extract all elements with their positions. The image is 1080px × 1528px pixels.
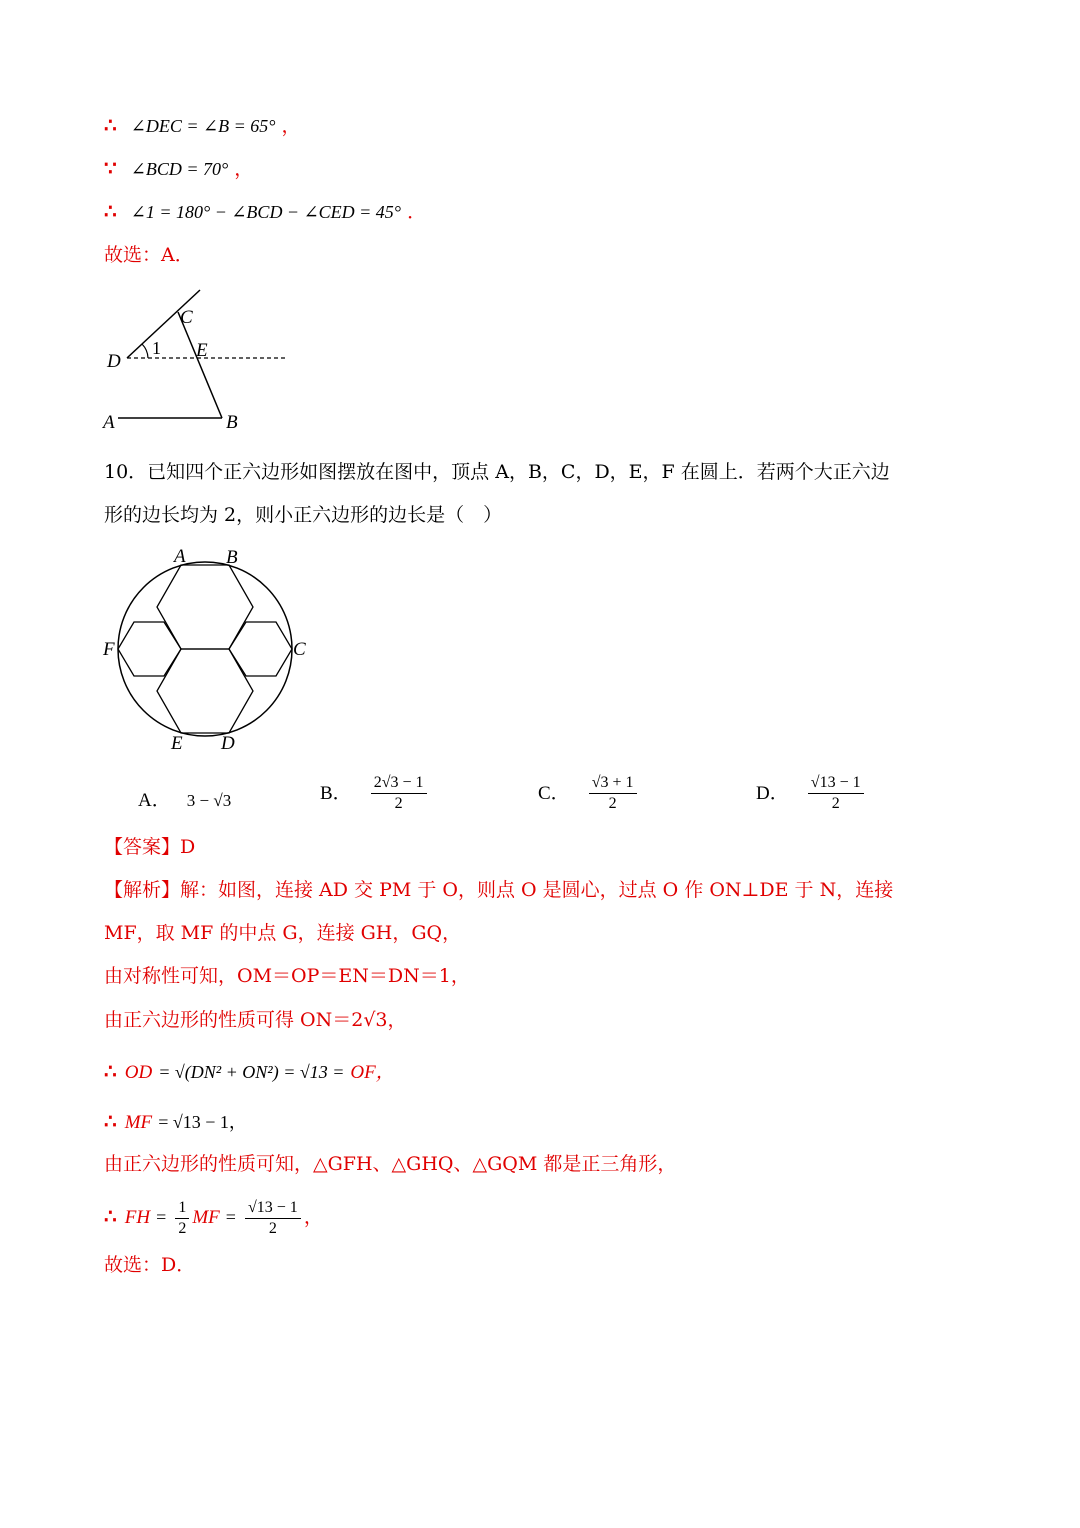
rhs: OF， (350, 1062, 395, 1083)
question-line-2: 形的边长均为 2，则小正六边形的边长是（ ） (104, 504, 503, 526)
option-b-fraction (371, 773, 427, 814)
punctuation: ， (303, 1206, 323, 1228)
large-hexagon-top (157, 565, 253, 649)
numerator: √13 − 1 (245, 1198, 301, 1219)
answer-value: D (180, 836, 196, 858)
result-fraction (245, 1198, 301, 1239)
label-e: E (171, 733, 183, 754)
analysis-line-1 (104, 877, 893, 903)
label-b: B (226, 547, 238, 568)
answer-tag: 【答案】 (104, 836, 181, 858)
denominator: 2 (394, 795, 403, 812)
denominator: 2 (178, 1219, 187, 1237)
option-b[interactable] (320, 773, 430, 814)
previous-choice: 故选：A． (104, 244, 194, 266)
equation: = √(DN² + ON²) = √13 = (158, 1062, 345, 1082)
option-b-label: B． (320, 782, 352, 804)
analysis-line-7: 由正六边形的性质可知，△GFH、△GHQ、△GQM 都是正三角形， (104, 1153, 677, 1175)
large-hexagon-bottom (157, 649, 253, 733)
question-line-1: 10．已知四个正六边形如图摆放在图中，顶点 A，B，C，D，E，F 在圆上．若两个大正六边 (104, 461, 890, 483)
lhs: MF (124, 1112, 153, 1133)
punctuation: ， (281, 115, 301, 137)
small-hexagon-left (118, 622, 181, 676)
option-d-fraction (808, 773, 864, 814)
option-c-label: C． (538, 782, 570, 804)
numerator: 1 (175, 1198, 189, 1219)
label-a: A (103, 412, 115, 433)
angle-arc (142, 344, 148, 358)
option-a-label: A． (138, 790, 171, 811)
label-d: D (107, 351, 121, 372)
label-c: C (293, 639, 306, 660)
because-symbol: ∵ (104, 156, 117, 180)
option-d[interactable] (756, 773, 867, 814)
analysis-text: 解：如图，连接 AD 交 PM 于 O，则点 O 是圆心，过点 O 作 ON⊥DE 于 N，连接 (180, 879, 894, 901)
label-d: D (221, 733, 235, 754)
equation: ∠DEC = ∠B = 65° (130, 116, 276, 136)
label-c: C (180, 307, 193, 328)
angle-figure (100, 285, 300, 435)
half-fraction (175, 1198, 189, 1239)
analysis-line-4: 由正六边形的性质可得 ON＝2√3， (104, 1009, 407, 1031)
therefore-symbol: ∴ (104, 199, 117, 223)
equation: ∠1 = 180° − ∠BCD − ∠CED = 45° (130, 202, 402, 222)
label-e: E (196, 340, 208, 361)
hexagon-circle-figure (100, 543, 320, 755)
mf-term: MF (192, 1207, 220, 1228)
label-angle-1: 1 (152, 338, 161, 358)
solution-line-1 (104, 112, 301, 139)
therefore-symbol: ∴ (104, 1109, 117, 1133)
numerator: √13 − 1 (808, 773, 864, 794)
solution-line-2 (104, 155, 253, 182)
numerator: 2√3 − 1 (371, 773, 427, 794)
solution-line-3 (104, 198, 426, 225)
denominator: 2 (831, 795, 840, 812)
punctuation: ， (234, 158, 254, 180)
punctuation: ． (407, 201, 427, 223)
option-a[interactable] (138, 785, 231, 812)
label-b: B (226, 412, 238, 433)
option-c[interactable] (538, 773, 640, 814)
option-c-fraction (589, 773, 637, 814)
therefore-symbol: ∴ (104, 113, 117, 137)
option-a-value: 3 − √3 (186, 791, 232, 810)
analysis-line-2: MF，取 MF 的中点 G，连接 GH，GQ， (104, 922, 462, 944)
analysis-line-3: 由对称性可知，OM＝OP＝EN＝DN＝1， (104, 965, 470, 987)
therefore-symbol: ∴ (104, 1059, 117, 1083)
analysis-line-8: ∴ FH = $\frac{1}{2}$ MF = $\frac{√13 - 1}{2}$ ， (104, 1198, 323, 1237)
equation: ∠BCD = 70° (130, 159, 229, 179)
lhs: FH (124, 1207, 151, 1228)
option-d-label: D． (756, 782, 789, 804)
denominator: 2 (268, 1219, 277, 1237)
equation: = √13 − 1， (158, 1112, 247, 1132)
analysis-line-5 (104, 1058, 395, 1086)
therefore-symbol: ∴ (104, 1204, 117, 1228)
final-choice: 故选：D． (104, 1254, 196, 1276)
question-10 (104, 452, 984, 535)
small-hexagon-right (229, 622, 292, 676)
analysis-tag: 【解析】 (104, 879, 181, 901)
numerator: √3 + 1 (589, 773, 637, 794)
label-f: F (103, 639, 115, 660)
lhs: OD (124, 1062, 153, 1083)
label-a: A (174, 546, 186, 567)
answer-line (104, 834, 195, 860)
denominator: 2 (608, 795, 617, 812)
analysis-line-6 (104, 1108, 247, 1136)
